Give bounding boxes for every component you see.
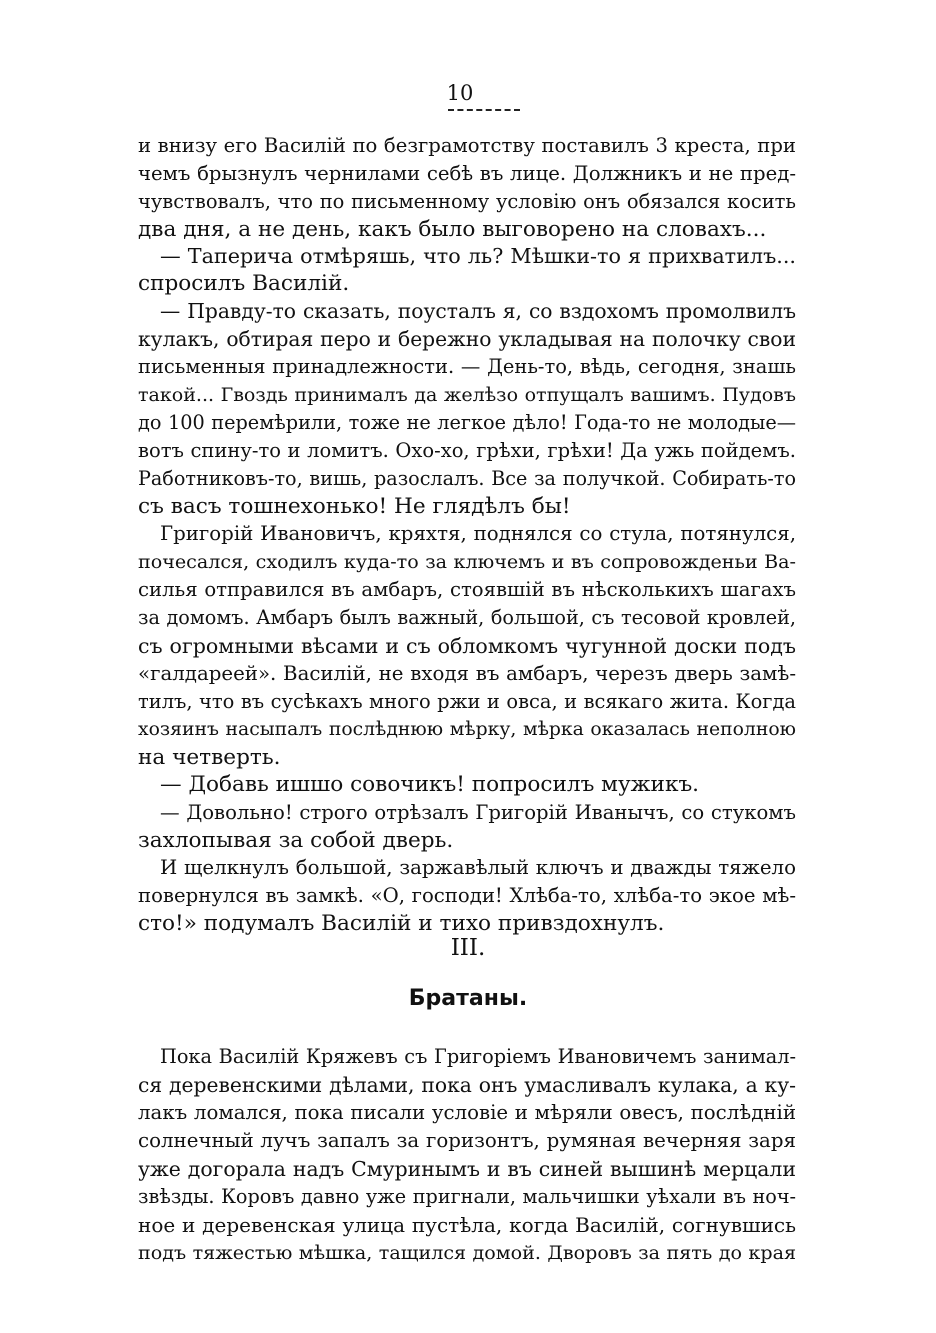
section-title: Братаны. (408, 986, 528, 1011)
text-line: захлопывая за собой дверь. (138, 828, 454, 853)
text-line: почесался, сходилъ куда-то за ключемъ и въ сопровожденьи Ва- (138, 550, 796, 573)
text-line: И щелкнулъ большой, заржавѣлый ключъ и дважды тяжело (160, 856, 796, 879)
text-line: — Добавь ишшо совочикъ! попросилъ мужикъ. (160, 772, 700, 797)
text-line: — Довольно! строго отрѣзалъ Григорій Иванычъ, со стукомъ (160, 801, 796, 824)
text-line: ное и деревенская улица пустѣла, когда Василій, согнувшись (138, 1213, 796, 1237)
text-line: такой... Гвоздь принималъ да желѣзо отпущалъ вашимъ. Пудовъ (138, 384, 796, 406)
page-number: 10 (446, 81, 474, 105)
text-line: два дня, а не день, какъ было выговорено на словахъ... (138, 217, 767, 242)
text-line: подъ тяжестью мѣшка, тащился домой. Дворовъ за пять до края (138, 1241, 796, 1264)
text-line: на четверть. (138, 745, 281, 770)
text-line: кулакъ, обтирая перо и бережно укладывая на полочку свои (138, 327, 796, 351)
text-line: лакъ ломался, пока писали условіе и мѣряли овесъ, послѣдній (138, 1101, 796, 1124)
page-number-rule (448, 109, 520, 111)
text-line: звѣзды. Коровъ давно уже пригнали, мальчишки уѣхали въ ноч- (138, 1185, 796, 1208)
text-line: хозяинъ насыпалъ послѣднюю мѣрку, мѣрка оказалась неполною (138, 719, 796, 740)
text-line: Работниковъ-то, вишь, разослалъ. Все за получкой. Собирать-то (138, 467, 796, 490)
text-line: Пока Василій Кряжевъ съ Григоріемъ Ивановичемъ занимал- (160, 1045, 796, 1068)
text-line: сто!» подумалъ Василій и тихо привздохнулъ. (138, 911, 665, 936)
text-line: спросилъ Василій. (138, 271, 350, 296)
text-line: письменныя принадлежности. — День-то, вѣдь, сегодня, знашь (138, 355, 796, 378)
section-number: III. (450, 935, 486, 961)
text-line: съ огромными вѣсами и съ обломкомъ чугунной доски подъ (138, 634, 796, 658)
text-line: уже догорала надъ Смуринымъ и въ синей вышинѣ мерцали (138, 1157, 796, 1181)
text-line: повернулся въ замкѣ. «О, господи! Хлѣба-то, хлѣба-то экое мѣ- (138, 884, 796, 907)
text-line: солнечный лучъ запалъ за горизонтъ, румяная вечерняя заря (138, 1129, 796, 1152)
text-line: за домомъ. Амбаръ былъ важный, большой, съ тесовой кровлей, (138, 606, 796, 629)
text-line: и внизу его Василій по безграмотству поставилъ 3 креста, при (138, 134, 796, 157)
text-line: до 100 перемѣрили, тоже не легкое дѣло! Года-то не молодые— (138, 411, 796, 434)
text-line: чувствовалъ, что по письменному условію онъ обязался косить (138, 190, 796, 213)
text-line: — Правду-то сказать, поусталъ я, со вздохомъ промолвилъ (160, 299, 796, 323)
text-line: съ васъ тошнехонько! Не глядѣлъ бы! (138, 494, 571, 519)
text-line: ся деревенскими дѣлами, пока онъ умасливалъ кулака, а ку- (138, 1073, 796, 1097)
text-line: «галдареей». Василій, не входя въ амбаръ, черезъ дверь замѣ- (138, 662, 796, 685)
text-line: силья отправился въ амбаръ, стоявшій въ нѣсколькихъ шагахъ (138, 578, 796, 601)
text-line: чемъ брызнулъ чернилами себѣ въ лице. Должникъ и не пред- (138, 162, 796, 185)
text-line: — Таперича отмѣряшь, что ль? Мѣшки-то я прихватилъ... (160, 244, 796, 268)
text-line: вотъ спину-то и ломитъ. Охо-хо, грѣхи, грѣхи! Да ужь пойдемъ. (138, 439, 796, 462)
text-line: Григорій Ивановичъ, кряхтя, поднялся со стула, потянулся, (160, 522, 796, 545)
text-line: тилъ, что въ сусѣкахъ много ржи и овса, и всякаго жита. Когда (138, 690, 796, 713)
